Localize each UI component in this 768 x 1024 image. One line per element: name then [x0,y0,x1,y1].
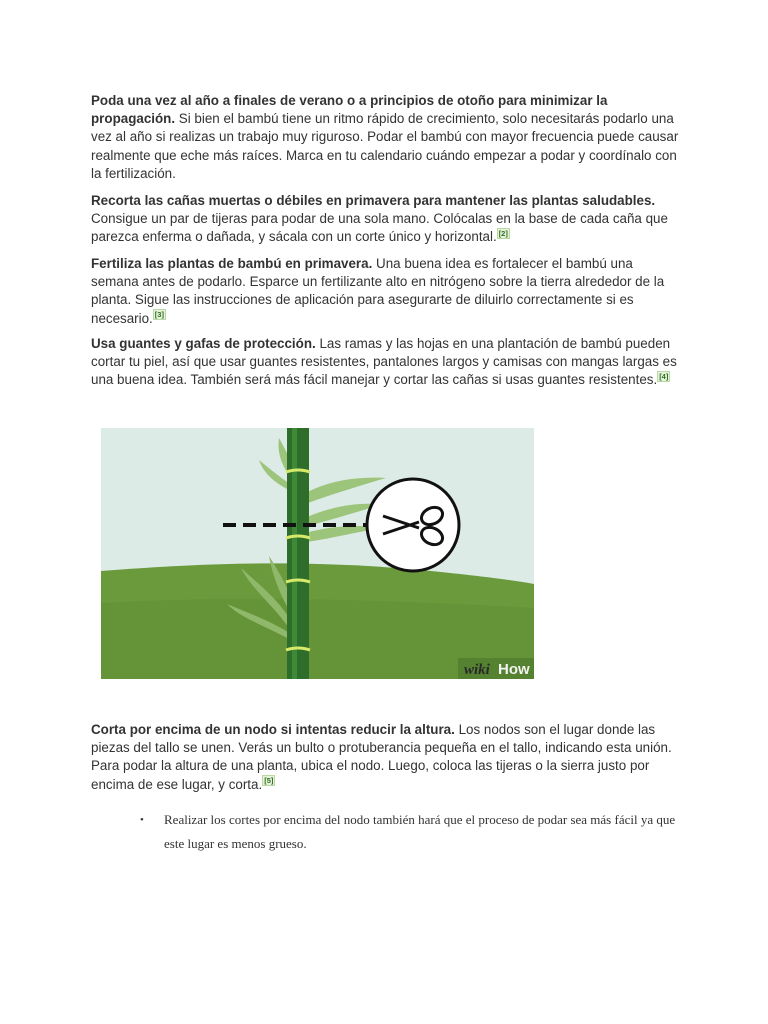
reference-link[interactable]: [5] [264,776,274,786]
paragraph-body: Las ramas y las hojas en una plantación de bambú pueden cortar tu piel, así que usar guantes resistentes, pantalones largos y camisas con mangas largas es una buena idea. También será más fácil manejar y cortar las cañas si usas guantes resistentes. [91,336,677,388]
watermark-suffix: How [498,661,530,678]
bullet-symbol: • [140,814,144,826]
paragraph-body: Los nodos son el lugar donde las piezas del tallo se unen. Verás un bulto o protuberancia pequeña en el tallo, indicando esta unión. Para podar la altura de una planta, ubica el nodo. Luego, coloca las tijeras o la sierra justo por encima de ese lugar, y corta. [91,722,672,792]
list-item-text: Realizar los cortes por encima del nodo también hará que el proceso de podar sea más fácil ya que este lugar es menos grueso. [164,812,676,851]
bamboo-illustration-svg [101,428,534,679]
reference-link[interactable]: [3] [154,310,164,320]
paragraph-heading: Corta por encima de un nodo si intentas reducir la altura. [91,722,455,737]
bamboo-highlight [292,428,297,679]
paragraph-body: Si bien el bambú tiene un ritmo rápido de crecimiento, solo necesitarás podarlo una vez al año si realizas un trabajo muy riguroso. Podar el bambú con mayor frecuencia puede causar realmente que eche más raíces. Marca en tu calendario cuándo empezar a podar y coordínalo con la fertilización. [91,111,679,181]
paragraph-protection [91,335,683,390]
paragraph-heading: Fertiliza las plantas de bambú en primavera. [91,256,373,271]
reference-link[interactable]: [2] [498,228,508,238]
tips-list [138,808,698,856]
list-item [138,808,698,856]
bamboo-cane [287,428,309,679]
watermark-prefix: wiki [464,662,490,678]
paragraph-cut-above-node [91,721,683,794]
paragraph-body: Una buena idea es fortalecer el bambú una semana antes de podarlo. Esparce un fertilizante alto en nitrógeno sobre la tierra alrededor de la planta. Sigue las instrucciones de aplicación para asegurarte de diluirlo correctamente si es necesario. [91,256,665,326]
paragraph-heading: Poda una vez al año a finales de verano o a principios de otoño para minimizar la propagación. [91,93,608,127]
paragraph-heading: Recorta las cañas muertas o débiles en primavera para mantener las plantas saludables. [91,193,656,208]
paragraph-body: Consigue un par de tijeras para podar de una sola mano. Colócalas en la base de cada caña que parezca enferma o dañada, y sácala con un corte único y horizontal. [91,211,668,245]
reference-link[interactable]: [4] [659,371,669,381]
paragraph-heading: Usa guantes y gafas de protección. [91,336,316,351]
paragraph-pruning-season [91,92,683,183]
bamboo-cut-illustration [101,428,534,679]
paragraph-fertilize [91,255,683,328]
paragraph-dead-canes [91,192,683,247]
